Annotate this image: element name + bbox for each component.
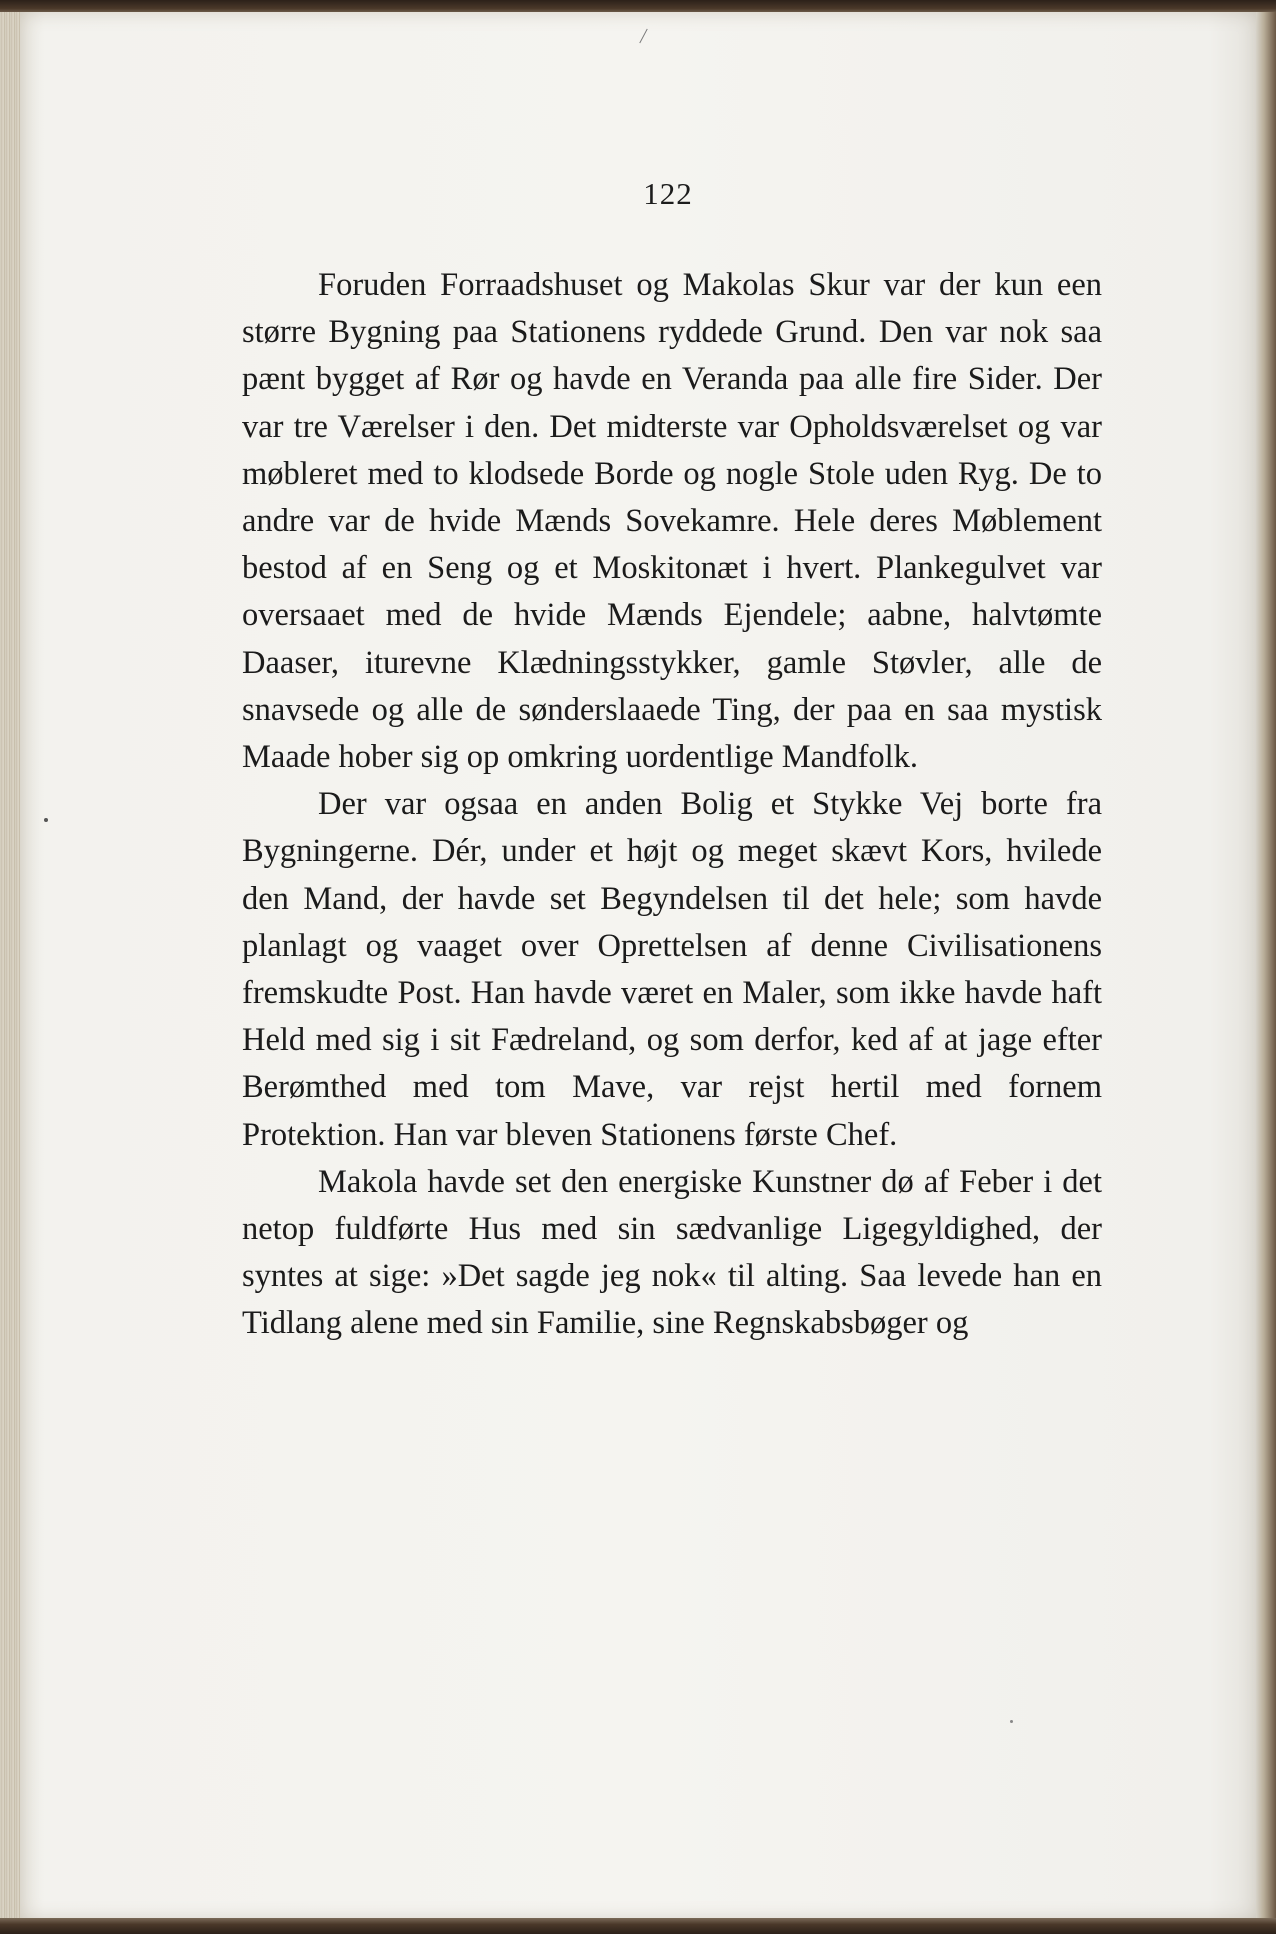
page-stack-left-edge (0, 12, 22, 1920)
book-spine-shadow (1256, 12, 1276, 1920)
body-text (242, 262, 1102, 1348)
paragraph-1: Foruden Forraadshuset og Makolas Skur var der kun een større Bygning paa Stationens ryddede Grund. Den var nok saa pænt bygget af Rør og havde en Veranda paa alle fire Sider. Der var tre Værelser i den. Det midterste var Opholdsværelset og var møbleret med to klodsede Borde og nogle Stole uden Ryg. De to andre var de hvide Mænds Sovekamre. Hele deres Møblement bestod af en Seng og et Moskitonæt i hvert. Plankegulvet var oversaaet med de hvide Mænds Ejendele; aabne, halvtømte Daaser, iturevne Klædningsstykker, gamle Støvler, alle de snavsede og alle de sønderslaaede Ting, der paa en saa mystisk Maade hober sig op omkring uordentlige Mandfolk. (242, 267, 1102, 776)
paragraph-2: Der var ogsaa en anden Bolig et Stykke Vej borte fra Bygningerne. Dér, under et højt og meget skævt Kors, hvilede den Mand, der havde set Begyndelsen til det hele; som havde planlagt og vaaget over Oprettelsen af denne Civilisationens fremskudte Post. Han havde været en Maler, som ikke havde haft Held med sig i sit Fædreland, og som derfor, ked af at jage efter Berømthed med tom Mave, var rejst hertil med fornem Protektion. Han var bleven Stationens første Chef. (242, 786, 1102, 1153)
page-number: 122 (643, 176, 693, 211)
paragraph-3: Makola havde set den energiske Kunstner dø af Feber i det netop fuldførte Hus med sin sædvanlige Ligegyldighed, der syntes at sige: »Det sagde jeg nok« til alting. Saa levede han en Tidlang alene med sin Familie, sine Regnskabsbøger og (242, 1163, 1102, 1342)
paper-speck (1010, 1720, 1013, 1723)
paper-speck (44, 818, 48, 822)
book-edge-bottom (0, 1918, 1276, 1934)
